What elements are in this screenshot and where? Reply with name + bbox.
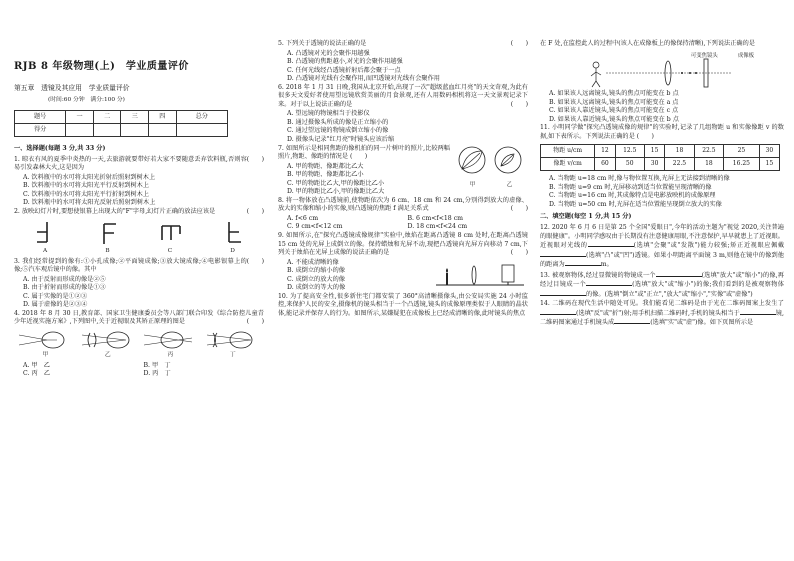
question-7: 7. 如图所示是相同焦距的像机拍的同一片树叶的照片,比较两幅照片,物距、像距的情况是 ( ) (278, 144, 450, 161)
option: D. 属于虚像的是②③④ (23, 301, 88, 309)
slide-d-figure (221, 220, 245, 246)
data-table (540, 144, 780, 171)
answer-bracket[interactable]: ( ) (510, 40, 528, 47)
option: A. f<6 cm (287, 214, 319, 222)
section-heading: 二、填空题(每空 1 分,共 15 分) (540, 213, 632, 221)
table-cell: 题号 (15, 111, 66, 124)
option: A. 当物距 u=18 cm 时,像与物位置互换,光屏上无法接到清晰的像 (549, 175, 730, 183)
table-cell: 22.5 (694, 145, 723, 158)
option: C. 甲的物距比乙大,甲的像距比乙小 (287, 179, 385, 187)
question-9: 9. 如图所示,在"探究凸透镜成像规律"实验中,烛焰在距离凸透镜 8 cm 处时,在距离凸透镜 15 cm 处的光屏上成倒立的像。保持蜡烛和光屏不动,现把凸透镜向光屏方向移动 7 cm,下列关于烛焰在光屏上成像的说法正确的是 ( ) (278, 232, 528, 257)
option: D. 摄像头记录"红月亮"时镜头应该后缩 (287, 136, 395, 144)
figure-label: 乙 (506, 182, 513, 189)
option: A. 不能成清晰的像 (287, 258, 339, 266)
option-row (278, 215, 528, 224)
table-cell: 总分 (176, 111, 227, 124)
option: B. 凸透镜的焦距越小,对光的会聚作用越强 (287, 58, 403, 66)
option: A. 由于反射而形成的像是②⑤ (23, 275, 106, 283)
answer-bracket[interactable]: ( ) (510, 100, 528, 108)
question-4: 4. 2018 年 8 月 30 日,教育部、国家卫生健康委员会等八部门联合印发《综合防控儿童青少年近视实施方案》,下列图中,关于近视眼及其矫正原理的图是 ( ) (14, 309, 264, 326)
slide-c-figure (158, 220, 182, 246)
question-11: 11. 小明同学做"探究凸透镜成像的规律"的实验时,记录了几组物距 u 和实像像距 v 的数据,如下表所示。下列说法正确的是 ( ) (540, 124, 784, 140)
table-cell: 物距 u/cm (541, 145, 595, 158)
option: B. 如果该人远离镜头,镜头的焦点可能变在 a 点 (549, 98, 679, 106)
question-7-block (278, 145, 528, 197)
page-title: RJB 8 年级物理(上) 学业质量评价 (14, 61, 189, 72)
answer-bracket[interactable]: ( ) (636, 132, 654, 140)
slide-b-figure (96, 220, 120, 246)
score-cell[interactable] (149, 124, 177, 137)
option: A. 凸透镜对光的会聚作用越强 (287, 49, 370, 57)
question-12: 12. 2020 年 6 月 6 日是第 25 个全国"爱眼日",今年的活动主题为"视觉 2020,关注普遍的眼健康"。小明同学感叹由于长期没有注意健康用眼,不注意保护,早早就患上了近视眼。近视眼对光线的 (选填"会聚"或"发散")能力较强;矫正近视眼应佩戴(选填"凸"或"凹")透镜。如果小明距离平面镜 3 m,则他在镜中的像到他的距离为 m。 (540, 224, 784, 269)
answer-blank[interactable] (588, 241, 634, 247)
table-cell: 30 (644, 158, 664, 171)
score-cell[interactable] (93, 124, 121, 137)
option: D. 如果该人靠近镜头,镜头的焦点可能变在 b 点 (549, 115, 679, 123)
option-row (14, 362, 264, 371)
option: D. 成倒立的等大的像 (287, 284, 346, 292)
question-3: ( ) 3. 我们经常提到的像有:①小孔成像;②平面镜成像;③放大镜成像;④电影银幕上的像;⑤汽车观后镜中的像。其中 (14, 257, 264, 274)
option: D. 当物距 u=50 cm 时,光屏在适当位置能呈现倒立放大的实像 (549, 200, 722, 208)
option: A. 饮料瓶中的水可将太阳光折射后照射到树木上 (23, 173, 156, 181)
figure-label: 可变焦镜头 (690, 52, 718, 59)
table-cell: 18 (665, 145, 694, 158)
leaf-photos-figure (454, 145, 528, 190)
question-13: 13. 被观察物体,经过显微镜的物镜成一个 (选填"放大"或"缩小")的像,再经过目镜成一个 (选填"放大"或"缩小")的像;我们看到的是被观察物体的像。(选填"倒立"或"正立","放大"或"缩小","实像"或"虚像") (540, 271, 784, 298)
option: D. 饮料瓶中的水可将太阳光反射后照射到树木上 (23, 199, 156, 207)
option: D. 凸透镜对光线有会聚作用,而凹透镜对光线有会聚作用 (287, 75, 440, 83)
question-5: ( ) 5. 下列关于透镜的说法正确的是 (278, 40, 528, 47)
figure-labels: A B C D (43, 247, 235, 254)
table-row (541, 145, 780, 158)
table-cell: 50 (615, 158, 644, 171)
exam-time-info: (时间:60 分钟 满分:100 分) (48, 97, 125, 104)
answer-blank[interactable] (656, 271, 702, 277)
slide-orientation-figures (14, 220, 264, 246)
eye-diagram-bing (142, 330, 198, 350)
figure-label: 甲 (469, 182, 476, 189)
answer-bracket[interactable]: ( ) (246, 318, 264, 326)
score-table (14, 110, 228, 137)
question-8: 8. 将一物体放在凸透镜前,使物距依次为 6 cm、18 cm 和 24 cm,分别得到放大的虚像、放大的实像和缩小的实像,则凸透镜的焦距 f 满足关系式 ( ) (278, 196, 528, 213)
figure-labels: 甲 乙 丙 丁 (42, 351, 236, 358)
option: A. 甲的物距、像距都比乙大 (287, 162, 364, 170)
table-cell: 25 (724, 145, 760, 158)
column-2 (278, 0, 528, 561)
option: B. 成倒立的缩小的像 (287, 267, 345, 275)
answer-bracket[interactable]: ( ) (246, 257, 264, 265)
table-cell: 30 (759, 145, 779, 158)
question-6: 6. 2018 年 1 月 31 日晚,我国从北京开始,出现了一次"超级蓝血红月亮"的天文奇观,为此有很多天文爱好者使用望远镜欣赏美丽的月食景观,还有人用数码相机将这一天文景观记录下来。对于以上说法正确的是 ( ) (278, 83, 528, 108)
table-cell: 12 (595, 145, 615, 158)
answer-blank[interactable] (565, 260, 601, 266)
option: A. 如果该人远离镜头,镜头的焦点可能变在 b 点 (549, 90, 679, 97)
option: C. 属于实像的是①②③ (23, 292, 88, 300)
option: B. 6 cm<f<18 cm (407, 214, 464, 222)
option: D. 丙 丁 (143, 370, 171, 378)
eye-diagram-yi (80, 330, 136, 350)
answer-bracket[interactable]: ( ) (510, 249, 528, 257)
answer-blank[interactable] (614, 318, 650, 324)
option: C. 当物距 u=16 cm 时,其成像特点是电影放映机的成像原理 (549, 192, 716, 200)
column-3 (540, 0, 784, 561)
table-cell: 18 (694, 158, 723, 171)
answer-bracket[interactable]: ( ) (510, 205, 528, 213)
option: C. 任何光线经凸透镜折射后都会聚于一点 (287, 66, 401, 74)
eye-diagram-ding (205, 330, 261, 350)
question-10: 10. 为了提高安全性,很多新住宅门都安装了 360°高清晰摄像头,由公安局实施 24 小时监控,来保护人民的安全,摄像机的镜头相当于一个凸透镜,镜头的成像原理类似于人眼睛的晶状体,能记录并保存人的行为。如图所示,某嫌疑犯在成像板上已经成清晰的像,此时镜头的焦点 (278, 292, 528, 317)
option: C. 丙 乙 (23, 370, 51, 378)
chapter-subtitle: 第五章 透镜及其应用 学业质量评价 (14, 83, 130, 92)
option: B. 当物距 u=9 cm 时,光屏移动到适当位置能呈现清晰的像 (549, 183, 712, 191)
option-row (14, 370, 264, 379)
figure-label: 成像板 (737, 52, 754, 59)
column-1 (14, 0, 264, 561)
table-cell: 二 (93, 111, 121, 124)
optical-bench-figure (432, 259, 528, 293)
option: C. 通过望远镜的物镜成倒立缩小的像 (287, 127, 389, 135)
table-cell: 一 (66, 111, 94, 124)
option: C. 如果该人靠近镜头,镜头的焦点可能变在 c 点 (549, 107, 679, 115)
option: D. 18 cm<f<24 cm (407, 223, 468, 231)
answer-bracket[interactable]: ( ) (246, 207, 264, 215)
option: A. 望远镜的物镜相当于投影仪 (287, 110, 370, 118)
slide-a-figure (33, 220, 57, 246)
section-heading: 一、选择题(每题 3 分,共 33 分) (14, 145, 106, 153)
option: C. 成倒立的放大的像 (287, 275, 345, 283)
table-cell: 15 (644, 145, 664, 158)
option-row (278, 223, 528, 232)
table-cell: 22.5 (665, 158, 694, 171)
question-1: ( ) 1. 晾衣有风的夏季中炎热的一天,去旅游就要带好若大家不要随意丢弃饮料瓶,否则容易引发森林大火,这是因为 (14, 155, 264, 172)
option: B. 甲 丁 (143, 361, 171, 369)
answer-blank[interactable] (540, 251, 586, 257)
table-cell: 像距 v/cm (541, 158, 595, 171)
score-cell[interactable] (176, 124, 227, 137)
answer-bracket[interactable]: ( ) (350, 153, 368, 161)
option: B. 通过摄像头所成的像是正立缩小的 (287, 118, 389, 126)
score-cell[interactable] (66, 124, 94, 137)
table-cell: 三 (121, 111, 149, 124)
question-14: 14. 二维码在现代生活中随处可见。我们能看见二维码是由于光在二维码图案上发生了(选填"反"或"折")射;用手机扫描二维码时,手机的镜头相当于 镜,二维码图案通过手机镜头成 (选填"实"或"虚")像。如下页图所示是 (540, 300, 784, 327)
table-cell: 16.25 (724, 158, 760, 171)
eye-diagram-jia (17, 330, 73, 350)
score-table-score-row (15, 124, 228, 137)
table-row (541, 158, 780, 171)
option: B. 由于折射而形成的像是①③ (23, 284, 106, 292)
answer-blank[interactable] (540, 290, 586, 296)
option: C. 9 cm<f<12 cm (287, 223, 343, 231)
answer-blank[interactable] (540, 309, 576, 315)
question-9-block (278, 232, 528, 293)
option: B. 甲的物距、像距都比乙小 (287, 171, 364, 179)
score-table-header-row (15, 111, 228, 124)
question-10-continued: 在 F 处,在监控此人的过程中(该人在成像板上的像保持清晰),下列说法正确的是 (540, 40, 755, 47)
answer-blank[interactable] (740, 309, 776, 315)
score-cell[interactable] (121, 124, 149, 137)
table-cell: 15 (759, 158, 779, 171)
question-2: ( ) 2. 放映幻灯片时,要想使银幕上出现大的"F"字母,幻灯片正确的放法应该是 (14, 207, 264, 215)
option: A. 甲 乙 (23, 361, 50, 369)
option: C. 饮料瓶中的水可将太阳光平行折射到树木上 (23, 190, 150, 198)
answer-blank[interactable] (586, 280, 632, 286)
table-cell: 四 (149, 111, 177, 124)
table-cell: 12.5 (615, 145, 644, 158)
table-cell: 60 (595, 158, 615, 171)
option: D. 甲的物距比乙小,甲的像距比乙大 (287, 188, 385, 196)
answer-bracket[interactable]: ( ) (246, 155, 264, 163)
option: B. 饮料瓶中的水可将太阳光平行反射到树木上 (23, 182, 150, 190)
table-cell: 得分 (15, 124, 66, 137)
eye-diagrams (14, 330, 264, 350)
